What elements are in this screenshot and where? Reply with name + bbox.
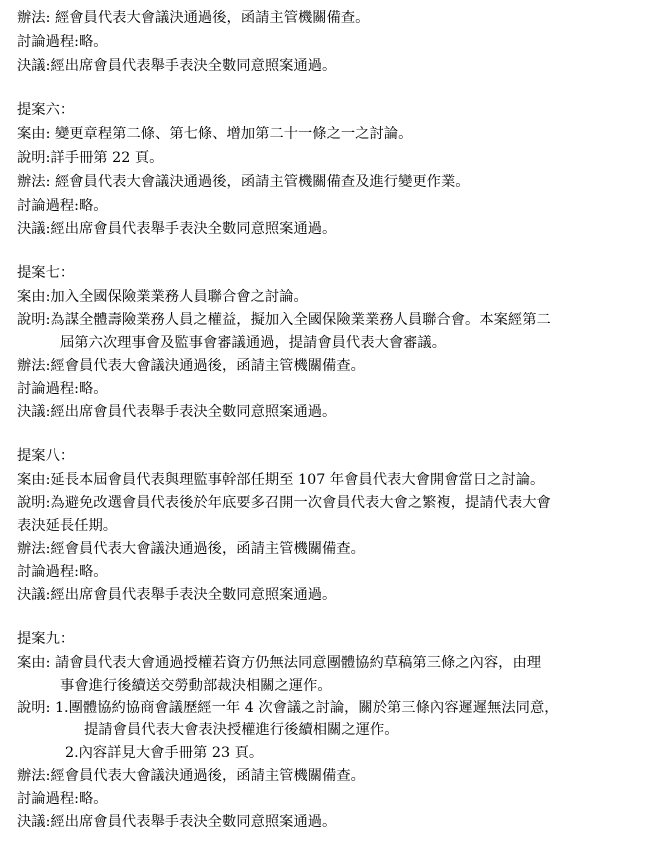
prev-resolution: 決議:經出席會員代表舉手表決全數同意照案通過。 (17, 58, 337, 74)
proposal-8-note: 說明:為避免改選會員代表後於年底要多召開一次會員代表大會之繁複，提請代表大會 (17, 495, 551, 511)
proposal-8-note-cont: 表決延長任期。 (17, 518, 118, 534)
proposal-7-discussion: 討論過程:略。 (17, 381, 108, 397)
proposal-9-note-item-2: 2.內容詳見大會手冊第 23 頁。 (65, 745, 264, 761)
proposal-6-title: 提案六： (17, 102, 75, 118)
prev-discussion: 討論過程:略。 (17, 34, 108, 50)
proposal-7-note-cont: 屆第六次理事會及監事會審議通過，提請會員代表大會審議。 (60, 335, 447, 351)
proposal-7-method: 辦法:經會員代表大會議決通過後，函請主管機關備查。 (17, 358, 365, 374)
proposal-8-title: 提案八： (17, 448, 75, 464)
proposal-9-title: 提案九： (17, 631, 75, 647)
proposal-7-resolution: 決議:經出席會員代表舉手表決全數同意照案通過。 (17, 404, 337, 420)
proposal-6-method: 辦法: 經會員代表大會議決通過後，函請主管機關備查及進行變更作業。 (17, 174, 470, 190)
proposal-9-discussion: 討論過程:略。 (17, 791, 108, 807)
proposal-8-discussion: 討論過程:略。 (17, 564, 108, 580)
proposal-9-cause: 案由: 請會員代表大會通過授權若資方仍無法同意團體協約草稿第三條之內容，由理 (17, 655, 542, 671)
proposal-7-cause: 案由:加入全國保險業業務人員聯合會之討論。 (17, 289, 308, 305)
proposal-9-cause-cont: 事會進行後續送交勞動部裁決相關之運作。 (60, 678, 332, 694)
proposal-6-note: 說明:詳手冊第 22 頁。 (17, 150, 164, 166)
proposal-8-method: 辦法:經會員代表大會議決通過後，函請主管機關備查。 (17, 541, 365, 557)
proposal-9-resolution: 決議:經出席會員代表舉手表決全數同意照案通過。 (17, 814, 337, 830)
prev-method: 辦法: 經會員代表大會議決通過後，函請主管機關備查。 (17, 10, 370, 26)
proposal-7-title: 提案七： (17, 265, 75, 281)
proposal-8-cause: 案由:延長本屆會員代表與理監事幹部任期至 107 年會員代表大會開會當日之討論。 (17, 472, 545, 488)
proposal-9-note-cont: 提請會員代表大會表決授權進行後續相關之運作。 (84, 722, 399, 738)
proposal-8-resolution: 決議:經出席會員代表舉手表決全數同意照案通過。 (17, 587, 337, 603)
proposal-6-resolution: 決議:經出席會員代表舉手表決全數同意照案通過。 (17, 221, 337, 237)
proposal-6-cause: 案由: 變更章程第二條、第七條、增加第二十一條之一之討論。 (17, 126, 413, 142)
proposal-9-note: 說明: 1.團體協約協商會議歷經一年 4 次會議之討論，關於第三條內容遲遲無法同意， (17, 700, 559, 716)
proposal-6-discussion: 討論過程:略。 (17, 198, 108, 214)
proposal-9-method: 辦法:經會員代表大會議決通過後，函請主管機關備查。 (17, 768, 365, 784)
proposal-7-note: 說明:為謀全體壽險業務人員之權益，擬加入全國保險業業務人員聯合會。本案經第二 (17, 312, 551, 328)
